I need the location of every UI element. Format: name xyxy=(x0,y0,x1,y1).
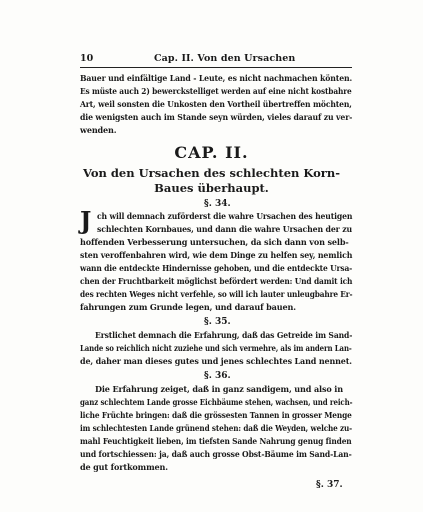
paragraph-line: de, daher man dieses gutes und jenes schlechtes Land nennet. xyxy=(80,356,352,366)
paragraph-line: liche Früchte bringen: daß die grössesten Tannen in grosser Menge xyxy=(80,410,352,420)
chapter-title-line: Von den Ursachen des schlechten Korn- xyxy=(82,166,340,180)
running-title: Cap. II. Von den Ursachen xyxy=(154,53,296,64)
paragraph-line: mahl Feuchtigkeit lieben, im tiefsten Sande Nahrung genug finden xyxy=(80,436,352,446)
paragraph-line: sten veroffenbahren wird, wie dem Dinge zu helfen sey, nemlich xyxy=(80,250,353,260)
paragraph-line: ganz schlechtem Lande grosse Eichbäume stehen, wachsen, und reich- xyxy=(80,397,353,407)
catchword: §. 37. xyxy=(316,480,343,490)
paragraph-line: fahrungen zum Grunde legen, und darauf bauen. xyxy=(80,302,296,312)
chapter-title-line: Baues überhaupt. xyxy=(154,181,269,195)
running-header xyxy=(80,53,352,67)
section-marker: §. 36. xyxy=(204,371,231,381)
paragraph-line: des rechten Weges nicht verfehle, so will ich lauter unleugbahre Er- xyxy=(80,289,353,299)
continuation-line: Es müste auch 2) bewerckstelliget werden auf eine nicht kostbahre xyxy=(80,86,352,96)
continuation-line: die wenigsten auch im Stande seyn würden, vieles darauf zu ver- xyxy=(80,112,353,122)
paragraph-line: Die Erfahrung zeiget, daß in ganz sandigem, und also in xyxy=(95,384,343,394)
paragraph-line: hoffenden Verbesserung untersuchen, da sich dann von selb- xyxy=(80,237,349,247)
paragraph-line: chen der Fruchtbarkeit möglichst befördert werden: Und damit ich xyxy=(80,276,353,286)
header-rule xyxy=(80,67,352,68)
continuation-line: Bauer und einfältige Land - Leute, es nicht nachmachen könten. xyxy=(80,73,353,83)
paragraph-line: ch will demnach zuförderst die wahre Ursachen des heutigen xyxy=(97,211,353,221)
chapter-heading: CAP. II. xyxy=(174,143,249,162)
paragraph-line: de gut fortkommen. xyxy=(80,462,168,472)
continuation-line: Art, weil sonsten die Unkosten den Vortheil übertreffen möchten, xyxy=(80,99,352,109)
paragraph-line: Erstlichet demnach die Erfahrung, daß das Getreide im Sand- xyxy=(95,330,353,340)
section-marker: §. 34. xyxy=(204,199,231,209)
paragraph-line: im schlechtesten Lande grünend stehen: daß die Weyden, welche zu- xyxy=(80,423,353,433)
section-marker: §. 35. xyxy=(204,317,231,327)
paragraph-line: wann die entdeckte Hindernisse gehoben, und die entdeckte Ursa- xyxy=(80,263,353,273)
continuation-line: wenden. xyxy=(80,125,117,135)
page-number: 10 xyxy=(80,53,94,64)
drop-cap: J xyxy=(80,206,92,235)
paragraph-line: Lande so reichlich nicht zuziehe und sich vermehre, als im andern Lan- xyxy=(80,343,352,353)
paragraph-line: schlechten Kornbaues, und dann die wahre Ursachen der zu xyxy=(97,224,352,234)
paragraph-line: und fortschiessen: ja, daß auch grosse Obst-Bäume im Sand-Lan- xyxy=(80,449,352,459)
